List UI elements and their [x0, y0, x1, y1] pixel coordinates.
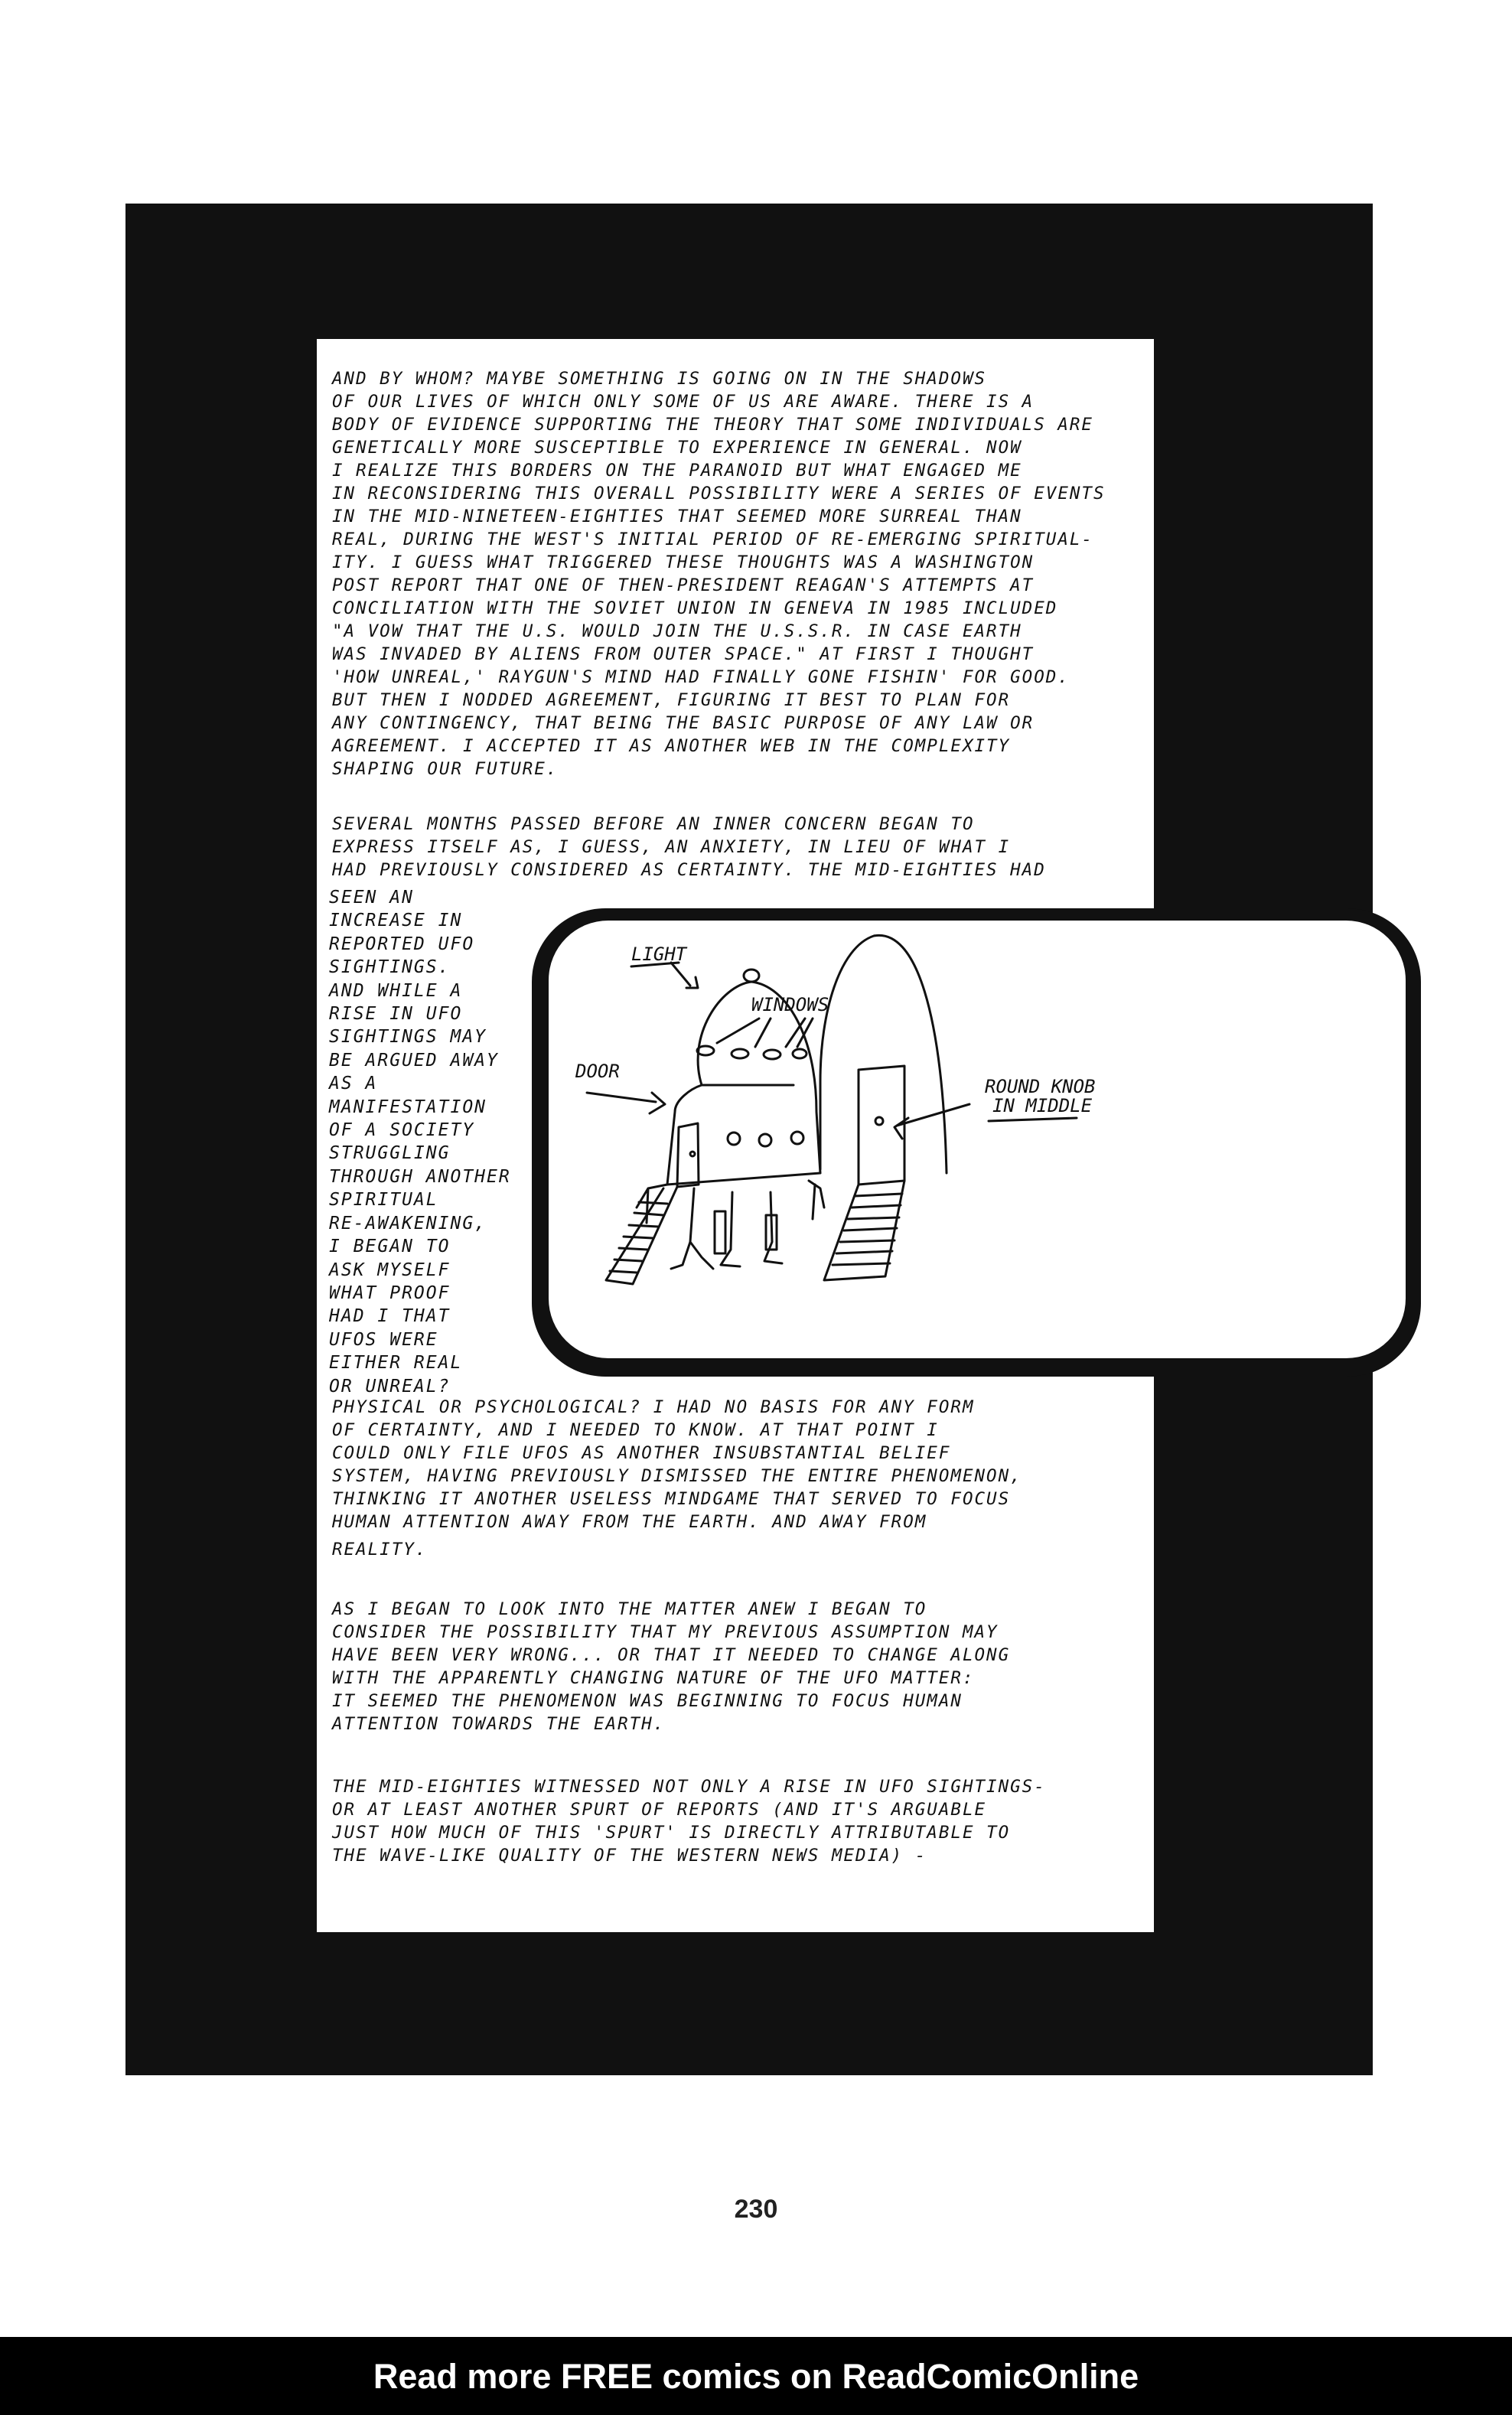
ufo-sketch	[549, 921, 1406, 1358]
text-line: POST REPORT THAT ONE OF THEN-PRESIDENT REAGAN'S ATTEMPTS AT	[332, 575, 1035, 595]
craft-window	[764, 1050, 780, 1059]
text-line: THE WAVE-LIKE QUALITY OF THE WESTERN NEWS MEDIA) -	[332, 1846, 927, 1866]
label-door: DOOR	[575, 1061, 620, 1082]
label-light: LIGHT	[631, 944, 687, 965]
text-line: "A VOW THAT THE U.S. WOULD JOIN THE U.S.S.R. IN CASE EARTH	[332, 621, 1022, 641]
text-line: GENETICALLY MORE SUSCEPTIBLE TO EXPERIENCE IN GENERAL. NOW	[332, 438, 1022, 458]
text-line: CONCILIATION WITH THE SOVIET UNION IN GENEVA IN 1985 INCLUDED	[332, 598, 1058, 618]
text-line: HAD I THAT	[329, 1306, 451, 1327]
text-line: JUST HOW MUCH OF THIS 'SPURT' IS DIRECTLY ATTRIBUTABLE TO	[332, 1823, 1011, 1843]
text-line: AND WHILE A	[329, 980, 463, 1001]
craft-porthole	[791, 1132, 803, 1144]
illustration-panel	[532, 908, 1421, 1377]
text-line: AS A	[329, 1074, 378, 1094]
door-knob	[875, 1117, 883, 1125]
text-line: CONSIDER THE POSSIBILITY THAT MY PREVIOUS ASSUMPTION MAY	[332, 1622, 999, 1642]
text-line: COULD ONLY FILE UFOS AS ANOTHER INSUBSTANTIAL BELIEF	[332, 1443, 951, 1463]
promo-banner[interactable]	[0, 2337, 1512, 2415]
narrow-text-column	[329, 886, 528, 1398]
text-line: WHAT PROOF	[329, 1282, 451, 1303]
text-line: IN RECONSIDERING THIS OVERALL POSSIBILITY WERE A SERIES OF EVENTS	[332, 484, 1106, 504]
text-line: OF A SOCIETY	[329, 1120, 475, 1141]
text-line: SIGHTINGS MAY	[329, 1027, 487, 1048]
text-line: SHAPING OUR FUTURE.	[332, 759, 559, 779]
text-line: REALITY.	[332, 1540, 428, 1559]
text-line: BE ARGUED AWAY	[329, 1050, 499, 1071]
text-line: REAL, DURING THE WEST'S INITIAL PERIOD OF RE-EMERGING SPIRITUAL-	[332, 530, 1093, 549]
craft-porthole	[759, 1134, 771, 1146]
craft-window	[732, 1049, 748, 1058]
text-line: EXPRESS ITSELF AS, I GUESS, AN ANXIETY, IN LIEU OF WHAT I	[332, 837, 1011, 857]
text-line: SIGHTINGS.	[329, 957, 451, 978]
text-line: I REALIZE THIS BORDERS ON THE PARANOID BUT WHAT ENGAGED ME	[332, 461, 1022, 481]
text-line: SPIRITUAL	[329, 1190, 438, 1211]
craft-porthole	[728, 1133, 740, 1145]
text-line: REPORTED UFO	[329, 934, 475, 954]
text-line: IN THE MID-NINETEEN-EIGHTIES THAT SEEMED MORE SURREAL THAN	[332, 507, 1022, 526]
label-round-knob: ROUND KNOB	[985, 1076, 1096, 1097]
craft-leg	[809, 1181, 824, 1219]
label-in-middle: IN MIDDLE	[992, 1095, 1093, 1116]
text-line: ASK MYSELF	[329, 1260, 451, 1280]
craft-leg	[721, 1192, 740, 1266]
text-line: THINKING IT ANOTHER USELESS MINDGAME THAT SERVED TO FOCUS	[332, 1489, 1011, 1509]
text-line: ITY. I GUESS WHAT TRIGGERED THESE THOUGHTS WAS A WASHINGTON	[332, 552, 1035, 572]
text-line: SEVERAL MONTHS PASSED BEFORE AN INNER CONCERN BEGAN TO	[332, 814, 975, 834]
text-line: RE-AWAKENING,	[329, 1213, 487, 1234]
text-line: HAD PREVIOUSLY CONSIDERED AS CERTAINTY. THE MID-EIGHTIES HAD	[332, 860, 1046, 880]
promo-banner-text[interactable]: Read more FREE comics on ReadComicOnline	[373, 2357, 1139, 2396]
text-line: MANIFESTATION	[329, 1097, 487, 1117]
text-line: I BEGAN TO	[329, 1237, 451, 1257]
text-line: OF CERTAINTY, AND I NEEDED TO KNOW. AT THAT POINT I	[332, 1420, 939, 1440]
text-line: EITHER REAL	[329, 1353, 463, 1374]
text-line: OF OUR LIVES OF WHICH ONLY SOME OF US ARE AWARE. THERE IS A	[332, 392, 1035, 412]
text-line: PHYSICAL OR PSYCHOLOGICAL? I HAD NO BASIS FOR ANY FORM	[332, 1397, 975, 1417]
text-line: THE MID-EIGHTIES WITNESSED NOT ONLY A RISE IN UFO SIGHTINGS-	[332, 1777, 1046, 1797]
text-line: AS I BEGAN TO LOOK INTO THE MATTER ANEW I BEGAN TO	[332, 1599, 927, 1619]
text-line: SYSTEM, HAVING PREVIOUSLY DISMISSED THE ENTIRE PHENOMENON,	[332, 1466, 1022, 1486]
text-line: SEEN AN	[329, 888, 414, 908]
text-line: WAS INVADED BY ALIENS FROM OUTER SPACE." AT FIRST I THOUGHT	[332, 644, 1035, 664]
text-line: ATTENTION TOWARDS THE EARTH.	[332, 1714, 666, 1734]
craft-leg	[671, 1188, 713, 1269]
text-line: AND BY WHOM? MAYBE SOMETHING IS GOING ON IN THE SHADOWS	[332, 369, 987, 389]
text-line: RISE IN UFO	[329, 1004, 463, 1025]
text-line: HAVE BEEN VERY WRONG... OR THAT IT NEEDED TO CHANGE ALONG	[332, 1645, 1011, 1665]
text-line: UFOS WERE	[329, 1329, 438, 1350]
label-windows: WINDOWS	[751, 994, 829, 1015]
text-line: INCREASE IN	[329, 911, 463, 931]
text-line: 'HOW UNREAL,' RAYGUN'S MIND HAD FINALLY GONE FISHIN' FOR GOOD.	[332, 667, 1070, 687]
illustration-canvas	[549, 921, 1406, 1358]
text-line: ANY CONTINGENCY, THAT BEING THE BASIC PURPOSE OF ANY LAW OR	[332, 713, 1035, 733]
text-line: STRUGGLING	[329, 1143, 451, 1164]
craft-window	[697, 1046, 714, 1055]
craft-light	[744, 970, 759, 982]
text-line: THROUGH ANOTHER	[329, 1166, 511, 1187]
text-line: OR UNREAL?	[329, 1376, 451, 1397]
page-number: 230	[734, 2195, 778, 2224]
text-line: HUMAN ATTENTION AWAY FROM THE EARTH. AND AWAY FROM	[332, 1512, 927, 1532]
text-line: AGREEMENT. I ACCEPTED IT AS ANOTHER WEB IN THE COMPLEXITY	[332, 736, 1011, 756]
craft-window	[793, 1049, 807, 1058]
text-line: BUT THEN I NODDED AGREEMENT, FIGURING IT BEST TO PLAN FOR	[332, 690, 1011, 710]
text-line: BODY OF EVIDENCE SUPPORTING THE THEORY THAT SOME INDIVIDUALS ARE	[332, 415, 1093, 435]
text-line: IT SEEMED THE PHENOMENON WAS BEGINNING TO FOCUS HUMAN	[332, 1691, 963, 1711]
text-line: WITH THE APPARENTLY CHANGING NATURE OF THE UFO MATTER:	[332, 1668, 975, 1688]
archway	[820, 935, 947, 1173]
text-line: OR AT LEAST ANOTHER SPURT OF REPORTS (AND IT'S ARGUABLE	[332, 1800, 987, 1820]
